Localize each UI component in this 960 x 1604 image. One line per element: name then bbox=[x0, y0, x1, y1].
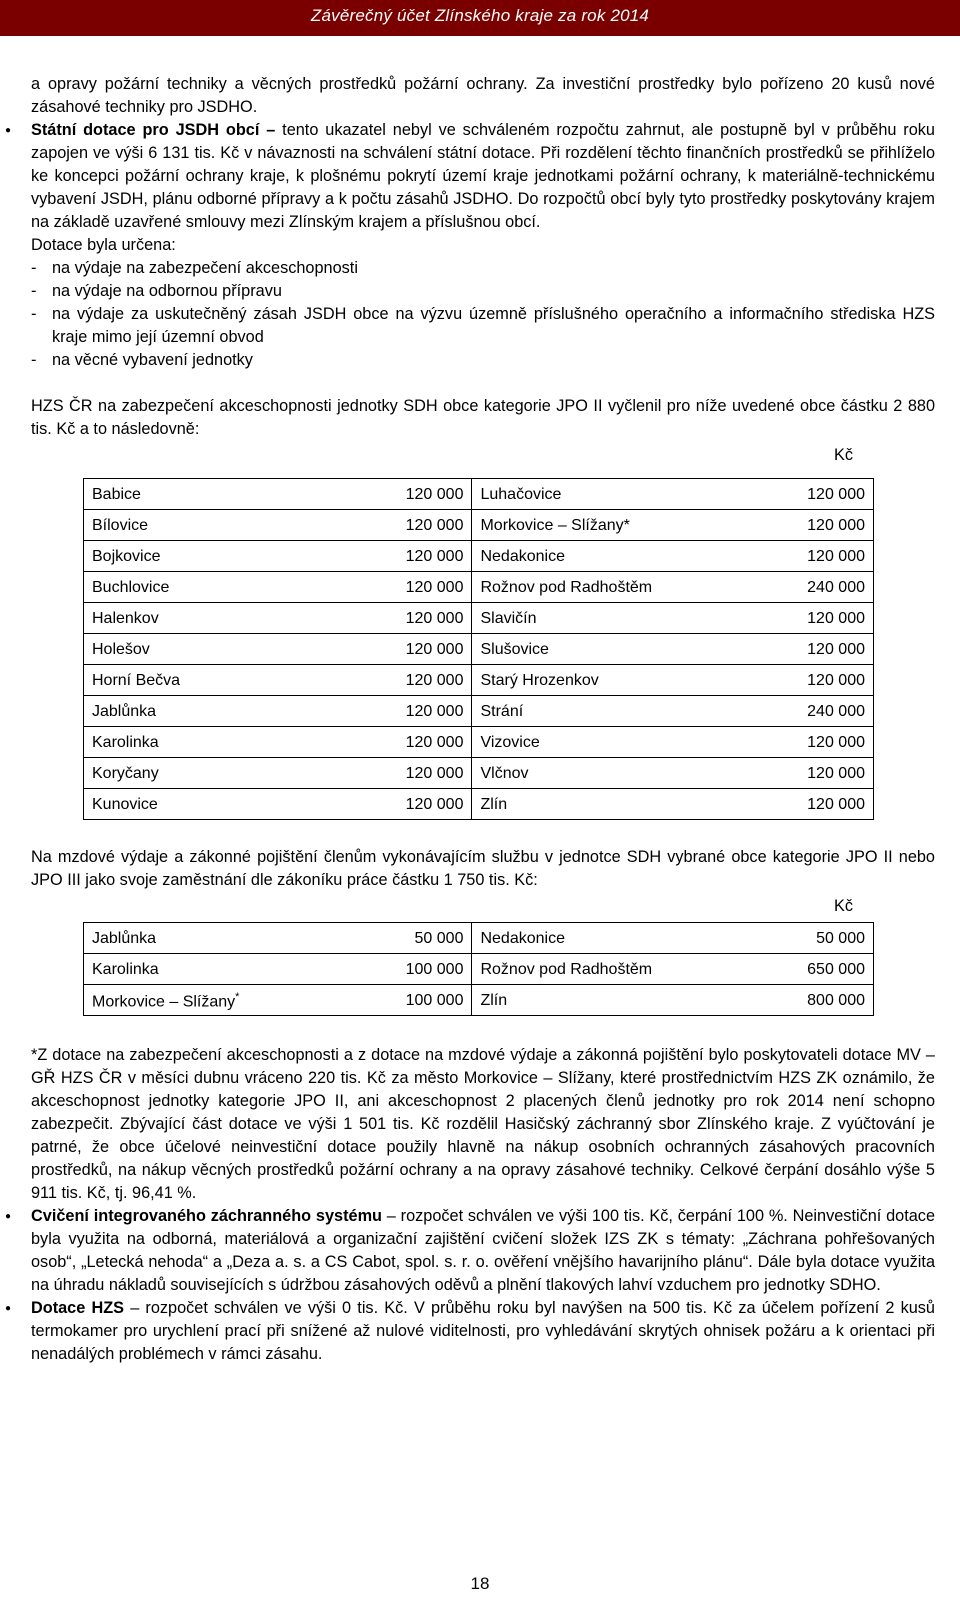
document-header bbox=[0, 0, 960, 36]
table-row bbox=[84, 665, 874, 696]
table-row bbox=[84, 634, 874, 665]
amount-cell: 120 000 bbox=[351, 665, 472, 696]
amount-cell: 120 000 bbox=[753, 727, 874, 758]
municipality-cell: Nedakonice bbox=[472, 541, 753, 572]
municipality-cell: Starý Hrozenkov bbox=[472, 665, 753, 696]
amount-cell: 240 000 bbox=[753, 572, 874, 603]
table-row bbox=[84, 541, 874, 572]
municipality-cell: Bílovice bbox=[84, 510, 352, 541]
page-content bbox=[31, 73, 935, 1366]
municipality-cell: Koryčany bbox=[84, 758, 352, 789]
currency-label: Kč bbox=[833, 446, 853, 464]
municipality-cell: Vizovice bbox=[472, 727, 753, 758]
bullet-text: – rozpočet schválen ve výši 100 tis. Kč, čerpání 100 %. Neinvestiční dotace byla využita na odborná, materiálová a organizační zajištění cvičení složek IZS ZK s tématy: „Záchrana pohřešovaných osob“, „Letecká nehoda“ a „Deza a. s. a CS Cabot, spol. s. r. o. ověření vnějšího havarijního plánu“. Dále byla dotace využita na úhradu nákladů souvisejících s údržbou zásahových oděvů a plnění tlakových lahví vzduchem pro jednotky SDHO. bbox=[31, 1207, 935, 1294]
paragraph-hzs: HZS ČR na zabezpečení akceschopnosti jednotky SDH obce kategorie JPO II vyčlenil pro níže uvedené obce částku 2 880 tis. Kč a to následovně: bbox=[31, 397, 935, 438]
amount-cell: 120 000 bbox=[351, 572, 472, 603]
page-number: 18 bbox=[470, 1574, 490, 1593]
municipality-cell: Strání bbox=[472, 696, 753, 727]
bullet-cviceni-izs bbox=[31, 1205, 935, 1297]
table-row bbox=[84, 603, 874, 634]
bullet-bold: Cvičení integrovaného záchranného systému bbox=[31, 1207, 382, 1225]
municipality-cell: Zlín bbox=[472, 789, 753, 820]
paragraph-mzdy: Na mzdové výdaje a zákonné pojištění členům vykonávajícím službu v jednotce SDH vybrané obce kategorie JPO II nebo JPO III jako svoje zaměstnání dle zákoníku práce částku 1 750 tis. Kč: bbox=[31, 848, 935, 889]
dash-item: - na výdaje na zabezpečení akceschopnosti bbox=[31, 259, 358, 277]
municipality-cell: Slavičín bbox=[472, 603, 753, 634]
dash-item: - na výdaje za uskutečněný zásah JSDH obce na výzvu územně příslušného operačního a informačního střediska HZS kraje mimo její územní obvod bbox=[31, 305, 935, 346]
table-mzdy bbox=[83, 922, 874, 1016]
municipality-cell: Rožnov pod Radhoštěm bbox=[472, 572, 753, 603]
amount-cell: 120 000 bbox=[753, 541, 874, 572]
municipality-cell: Babice bbox=[84, 479, 352, 510]
bullet-text: – rozpočet schválen ve výši 0 tis. Kč. V průběhu roku byl navýšen na 500 tis. Kč za účelem pořízení 2 kusů termokamer pro urychlení prací při snížené až nulové viditelnosti, pro vyhledávání skrytých ohnisek požáru a k orientaci při nenadálých problémech v rámci zásahu. bbox=[31, 1299, 935, 1363]
amount-cell: 120 000 bbox=[753, 789, 874, 820]
amount-cell: 120 000 bbox=[351, 541, 472, 572]
table-row: Morkovice – Slížany* 100 000 Zlín 800 000 bbox=[84, 985, 874, 1016]
amount-cell: 120 000 bbox=[753, 665, 874, 696]
amount-cell: 120 000 bbox=[351, 634, 472, 665]
table-row: Karolinka 100 000 Rožnov pod Radhoštěm 650 000 bbox=[84, 954, 874, 985]
header-title: Závěrečný účet Zlínského kraje za rok 2014 bbox=[310, 6, 650, 25]
municipality-cell: Halenkov bbox=[84, 603, 352, 634]
table-row: Jablůnka 50 000 Nedakonice 50 000 bbox=[84, 923, 874, 954]
amount-cell: 120 000 bbox=[753, 758, 874, 789]
municipality-cell: Jablůnka bbox=[84, 696, 352, 727]
amount-cell: 120 000 bbox=[753, 634, 874, 665]
municipality-cell: Slušovice bbox=[472, 634, 753, 665]
municipality-cell: Kunovice bbox=[84, 789, 352, 820]
dotace-title: Dotace byla určena: bbox=[31, 236, 176, 254]
amount-cell: 120 000 bbox=[753, 603, 874, 634]
asterisk-mark: * bbox=[235, 991, 240, 1004]
table-row bbox=[84, 789, 874, 820]
bullet-statni-dotace bbox=[31, 119, 935, 234]
dash-item: - na věcné vybavení jednotky bbox=[31, 351, 253, 369]
table-row bbox=[84, 696, 874, 727]
municipality-cell: Vlčnov bbox=[472, 758, 753, 789]
amount-cell: 120 000 bbox=[351, 696, 472, 727]
amount-cell: 120 000 bbox=[351, 603, 472, 634]
bullet-dotace-hzs bbox=[31, 1297, 935, 1366]
municipality-cell: Buchlovice bbox=[84, 572, 352, 603]
amount-cell: 120 000 bbox=[753, 510, 874, 541]
municipality-cell: Holešov bbox=[84, 634, 352, 665]
table-row bbox=[84, 572, 874, 603]
table-akceschopnost bbox=[83, 478, 874, 820]
municipality-cell: Horní Bečva bbox=[84, 665, 352, 696]
table-row bbox=[84, 758, 874, 789]
amount-cell: 120 000 bbox=[351, 727, 472, 758]
amount-cell: 240 000 bbox=[753, 696, 874, 727]
amount-cell: 120 000 bbox=[351, 510, 472, 541]
currency-label: Kč bbox=[833, 897, 853, 915]
dash-list bbox=[31, 257, 935, 372]
bullet-text: tento ukazatel nebyl ve schváleném rozpočtu zahrnut, ale postupně byl v průběhu roku zapojen ve výši 6 131 tis. Kč v návaznosti na schválení státní dotace. Při rozdělení těchto finančních prostředků se přihlíželo ke koncepci požární ochrany kraje, k plošnému pokrytí území kraje jednotkami požární ochrany, k materiálně-technickému vybavení JSDH, plánu odborné přípravy a k počtu zásahů JSDHO. Do rozpočtů obcí byly tyto prostředky poskytovány krajem na základě uzavřené smlouvy mezi Zlínským krajem a příslušnou obcí. bbox=[31, 121, 935, 231]
amount-cell: 120 000 bbox=[351, 789, 472, 820]
municipality-cell: Morkovice – Slížany* bbox=[472, 510, 753, 541]
table-row bbox=[84, 727, 874, 758]
municipality-cell: Bojkovice bbox=[84, 541, 352, 572]
bullet-bold: Státní dotace pro JSDH obcí – bbox=[31, 121, 276, 139]
dash-item: - na výdaje na odbornou přípravu bbox=[31, 282, 282, 300]
bullet-bold: Dotace HZS bbox=[31, 1299, 125, 1317]
amount-cell: 120 000 bbox=[351, 479, 472, 510]
paragraph-techniky: a opravy požární techniky a věcných prostředků požární ochrany. Za investiční prostředky bylo pořízeno 20 kusů nové zásahové techniky pro JSDHO. bbox=[31, 75, 935, 116]
municipality-cell: Luhačovice bbox=[472, 479, 753, 510]
paragraph-footnote: *Z dotace na zabezpečení akceschopnosti a z dotace na mzdové výdaje a zákonná pojištění bylo poskytovateli dotace MV – GŘ HZS ČR v měsíci dubnu vráceno 220 tis. Kč za město Morkovice – Slížany, které prostřednictvím HZS ZK oznámilo, že akceschopnost jednotky kategorie JPO II, ani akceschopnost 2 placených členů jednotky pro rok 2014 není schopno zabezpečit. Zbývající část dotace ve výši 1 501 tis. Kč rozdělil Hasičský záchranný sbor Zlínského kraje. Z vyúčtování je patrné, že obce účelové neinvestiční dotace použily hlavně na nákup osobních ochranných zásahových pracovních prostředků, na nákup věcných prostředků požární ochrany a na opravy zásahové techniky. Celkové čerpání dosáhlo výše 5 911 tis. Kč, tj. 96,41 %. bbox=[31, 1046, 935, 1202]
amount-cell: 120 000 bbox=[753, 479, 874, 510]
table-row bbox=[84, 479, 874, 510]
amount-cell: 120 000 bbox=[351, 758, 472, 789]
municipality-cell: Karolinka bbox=[84, 727, 352, 758]
table-row bbox=[84, 510, 874, 541]
